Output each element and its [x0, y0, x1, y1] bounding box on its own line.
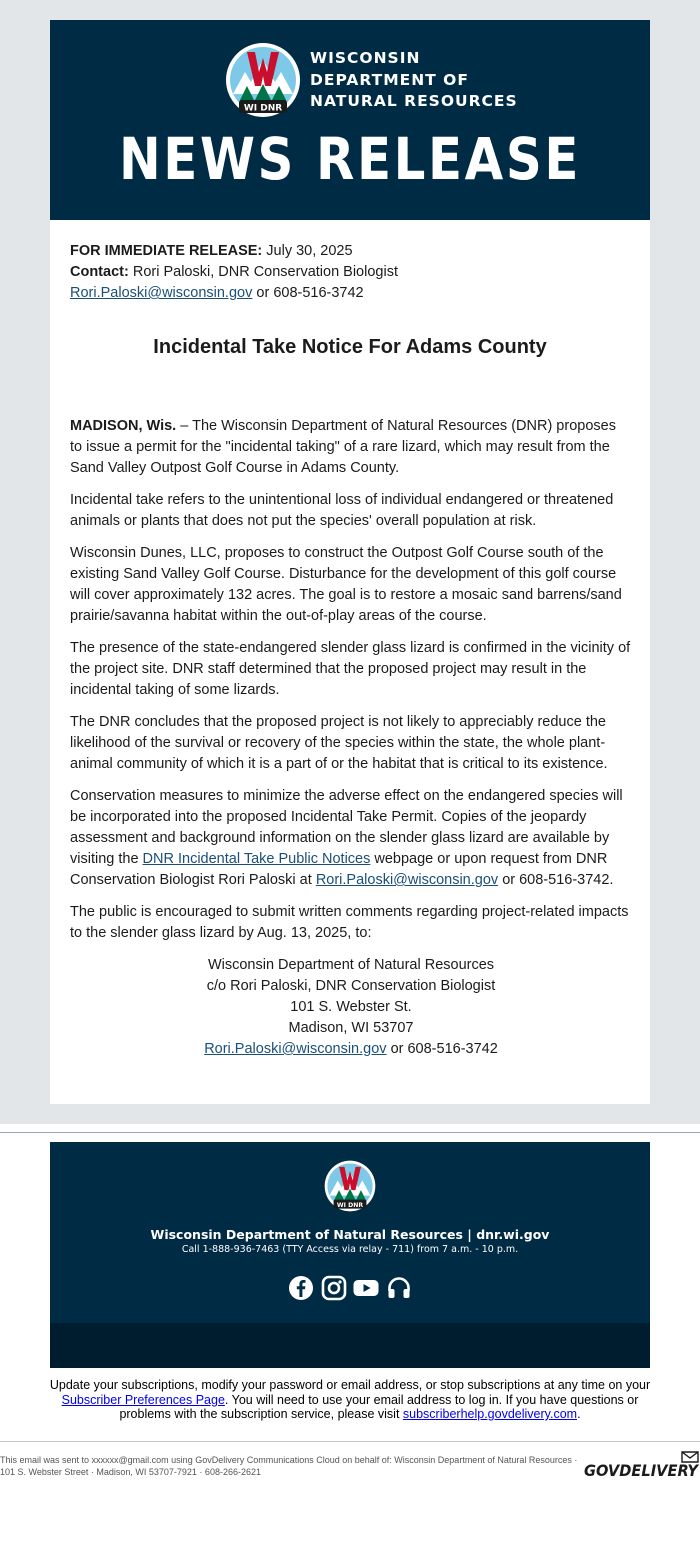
release-meta — [70, 241, 398, 304]
news-release-card — [50, 20, 650, 1104]
contact-phone: 608-516-3742 — [273, 285, 364, 301]
body-email-link[interactable]: Rori.Paloski@wisconsin.gov — [315, 872, 499, 888]
divider — [0, 1132, 700, 1133]
social-links — [288, 1274, 412, 1302]
svg-text:.gov: .gov — [344, 1526, 373, 1541]
govdelivery-logo[interactable] — [584, 1450, 700, 1480]
sent-to-notice: This email was sent to xxxxxx@gmail.com using GovDelivery Communications Cloud on behalf of: Wisconsin Department of Natural Resources · 101 S. Webster Street · Madison, WI 53707-7921 · 608-266-2621 — [0, 1455, 578, 1477]
public-notices-link[interactable]: DNR Incidental Take Public Notices — [142, 851, 371, 867]
agency-line: DEPARTMENT OF — [310, 70, 469, 89]
youtube-icon[interactable] — [353, 1275, 379, 1301]
svg-text:GOVDELIVERY: GOVDELIVERY — [584, 1461, 700, 1480]
paragraph: The presence of the state-endangered slender glass lizard is confirmed in the vicinity of the project site. DNR staff determined that the proposed project may result in the incidental taking of some lizards. — [70, 640, 631, 698]
footer-call: Call 1-888-936-7463 (TTY Access via relay - 711) from 7 a.m. - 10 p.m. — [181, 1244, 519, 1255]
subscription-text: . — [577, 1407, 581, 1421]
dateline: MADISON, Wis. — [70, 418, 177, 434]
mailing-address — [70, 955, 632, 1060]
paragraph: Wisconsin Dunes, LLC, proposes to construct the Outpost Golf Course south of the existing Sand Valley Golf Course. Disturbance for the development of this golf course will cover approximately 132 acres. The goal is to restore a mosaic sand barrens/sand prairie/savanna habitat within the out-of-play areas of the course. — [70, 545, 622, 624]
subscription-text: Update your subscriptions, modify your password or email address, or stop subscriptions at any time on your — [49, 1378, 651, 1392]
or-text: or — [256, 285, 270, 301]
subscriber-preferences-link[interactable]: Subscriber Preferences Page — [61, 1392, 225, 1407]
address-line: Wisconsin Department of Natural Resources — [207, 957, 495, 973]
address-line: 101 S. Webster St. — [290, 999, 412, 1015]
svg-text:WI DNR: WI DNR — [243, 103, 283, 114]
agency-line: NATURAL RESOURCES — [310, 92, 518, 110]
subscription-text: . You will need to use your email address to log in. If you have questions or problems with the subscription service, please visit — [119, 1392, 639, 1421]
paragraph-text: webpage or upon request from DNR Conservation Biologist Rori Paloski at — [70, 851, 608, 888]
podcast-icon[interactable] — [386, 1275, 412, 1301]
release-date: July 30, 2025 — [266, 243, 353, 259]
article-body — [70, 416, 632, 1060]
headline: Incidental Take Notice For Adams County — [153, 336, 547, 358]
contact-email-link[interactable]: Rori.Paloski@wisconsin.gov — [70, 285, 253, 301]
news-release-title: NEWS RELEASE — [118, 125, 582, 193]
contact-label: Contact: — [70, 264, 129, 280]
wisconsin-gov-logo[interactable] — [324, 1513, 376, 1541]
paragraph: The DNR concludes that the proposed project is not likely to appreciably reduce the likelihood of the survival or recovery of the species within the state, the whole plant-animal community of which it is a part of or the habitat that is critical to its existence. — [70, 714, 608, 772]
wi-dnr-logo — [225, 42, 301, 118]
address-line: Madison, WI 53707 — [288, 1020, 414, 1036]
immediate-label: FOR IMMEDIATE RELEASE: — [70, 243, 263, 259]
address-line: c/o Rori Paloski, DNR Conservation Biologist — [206, 978, 496, 994]
paragraph — [70, 786, 632, 891]
svg-text:WI DNR: WI DNR — [336, 1201, 364, 1209]
paragraph: The public is encouraged to submit written comments regarding project-related impacts to the slender glass lizard by Aug. 13, 2025, to: — [70, 904, 629, 941]
instagram-icon[interactable] — [321, 1275, 347, 1301]
paragraph-text: Conservation measures to minimize the adverse effect on the endangered species will be incorporated into the proposed Incidental Take Permit. Copies of the jeopardy assessment and background information on the slender glass lizard are available by visiting the — [70, 788, 623, 867]
footer-agency[interactable]: Wisconsin Department of Natural Resources | dnr.wi.gov — [150, 1227, 550, 1242]
address-email-link[interactable]: Rori.Paloski@wisconsin.gov — [204, 1041, 387, 1057]
facebook-icon[interactable] — [288, 1275, 314, 1301]
contact-name: Rori Paloski, DNR Conservation Biologist — [132, 264, 398, 280]
address-phone: or 608-516-3742 — [390, 1041, 498, 1057]
paragraph-text: or 608-516-3742. — [502, 872, 614, 888]
paragraph: Incidental take refers to the unintentional loss of individual endangered or threatened animals or plants that does not put the species' overall population at risk. — [70, 492, 614, 529]
header-banner — [50, 20, 650, 220]
divider — [0, 1441, 700, 1442]
subscription-notice — [40, 1378, 660, 1422]
paragraph — [70, 416, 632, 479]
agency-name — [310, 48, 518, 113]
subscriber-help-link[interactable]: subscriberhelp.govdelivery.com — [402, 1407, 578, 1421]
paragraph-text: – The Wisconsin Department of Natural Resources (DNR) proposes to issue a permit for the "incidental taking" of a rare lizard, which may result from the Sand Valley Outpost Golf Course in Adams County. — [70, 418, 616, 476]
wi-dnr-footer-logo — [324, 1160, 376, 1212]
agency-line: WISCONSIN — [310, 49, 421, 67]
